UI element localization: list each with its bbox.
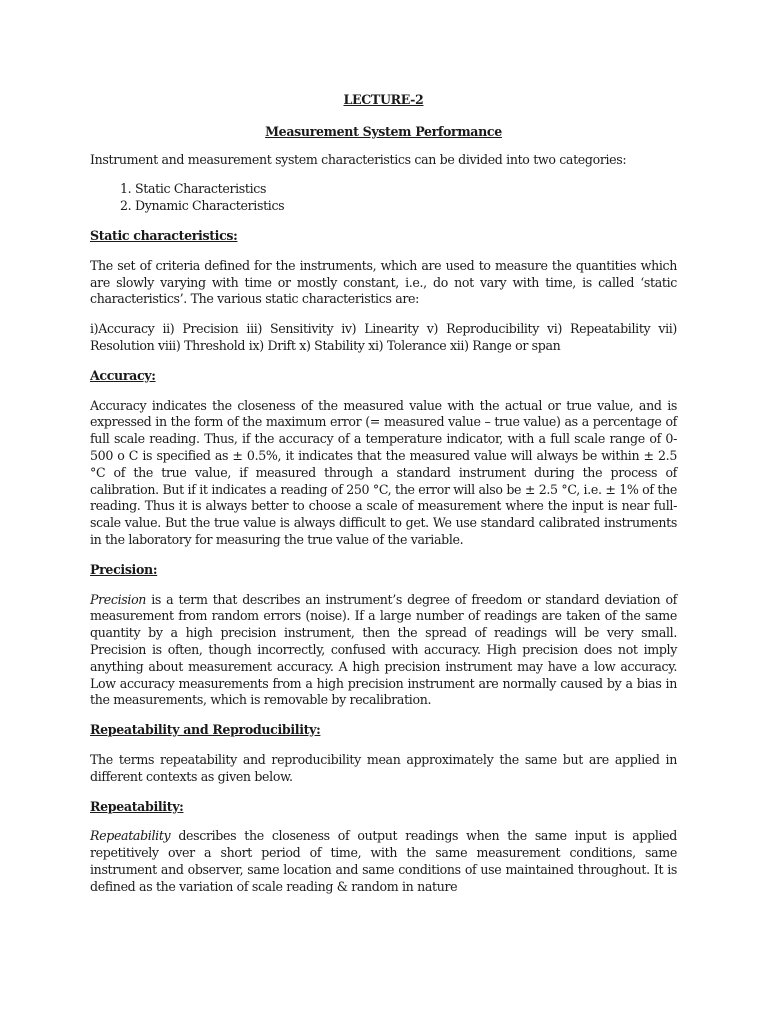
accuracy-paragraph: Accuracy indicates the closeness of the measured value with the actual or true value, and is expressed in the form of the maximum error (= measured value – true value) as a percentage of full scale reading. Thus, if the accuracy of a temperature indicator, with a full scale range of 0- 500 o C is specified as ± 0.5%, it indicates that the measured value will always be within ± 2.5 °C of the true value, if measured through a standard instrument during the process of calibration. But if it indicates a reading of 250 °C, the error will also be ± 2.5 °C, i.e. ± 1% of the reading. Thus it is always better to choose a scale of measurement where the input is near full-scale value. But the true value is always difficult to get. We use standard calibrated instruments in the laboratory for measuring the true value of the variable.: [90, 397, 677, 547]
repeatability-paragraph: [90, 828, 677, 895]
precision-text: is a term that describes an instrument’s degree of freedom or standard deviation of measurement from random errors (noise). If a large number of readings are taken of the same quantity by a high precision instrument, then the spread of readings will be very small. Precision is often, though incorrectly, confused with accuracy. High precision does not imply anything about measurement accuracy. A high precision instrument may have a low accuracy. Low accuracy measurements from a high precision instrument are normally caused by a bias in the measurements, which is removable by recalibration.: [90, 591, 677, 708]
static-characteristics-list: i)Accuracy ii) Precision iii) Sensitivity iv) Linearity v) Reproducibility vi) Repeatability vii) Resolution viii) Threshold ix) Drift x) Stability xi) Tolerance xii) Range or span: [90, 321, 677, 353]
repeatability-term: Repeatability: [90, 828, 171, 844]
precision-term: Precision: [90, 591, 147, 607]
document-page: [90, 92, 677, 895]
accuracy-heading: Accuracy:: [90, 367, 156, 383]
static-characteristics-heading: Static characteristics:: [90, 227, 238, 243]
static-characteristics-paragraph: The set of criteria defined for the instruments, which are used to measure the quantities which are slowly varying with time or mostly constant, i.e., do not vary with time, is called ‘static characteristics’. The various static characteristics are:: [90, 257, 677, 307]
repeatability-heading: Repeatability:: [90, 798, 184, 814]
repeatability-reproducibility-paragraph: The terms repeatability and reproducibility mean approximately the same but are applied in different contexts as given below.: [90, 751, 677, 784]
document-subtitle: Measurement System Performance: [265, 123, 502, 139]
precision-paragraph: [90, 592, 677, 710]
list-item: 2. Dynamic Characteristics: [135, 198, 677, 215]
precision-heading: Precision:: [90, 561, 158, 577]
lecture-title: LECTURE-2: [343, 92, 424, 107]
intro-paragraph: Instrument and measurement system characteristics can be divided into two categories:: [90, 151, 627, 167]
list-item: 1. Static Characteristics: [135, 181, 677, 198]
categories-list: [90, 181, 677, 215]
repeatability-reproducibility-heading: Repeatability and Reproducibility:: [90, 722, 321, 738]
repeatability-text: describes the closeness of output readings when the same input is applied repetitively over a short period of time, with the same measurement conditions, same instrument and observer, same location and same conditions of use maintained throughout. It is defined as the variation of scale reading & random in nature: [90, 828, 677, 894]
